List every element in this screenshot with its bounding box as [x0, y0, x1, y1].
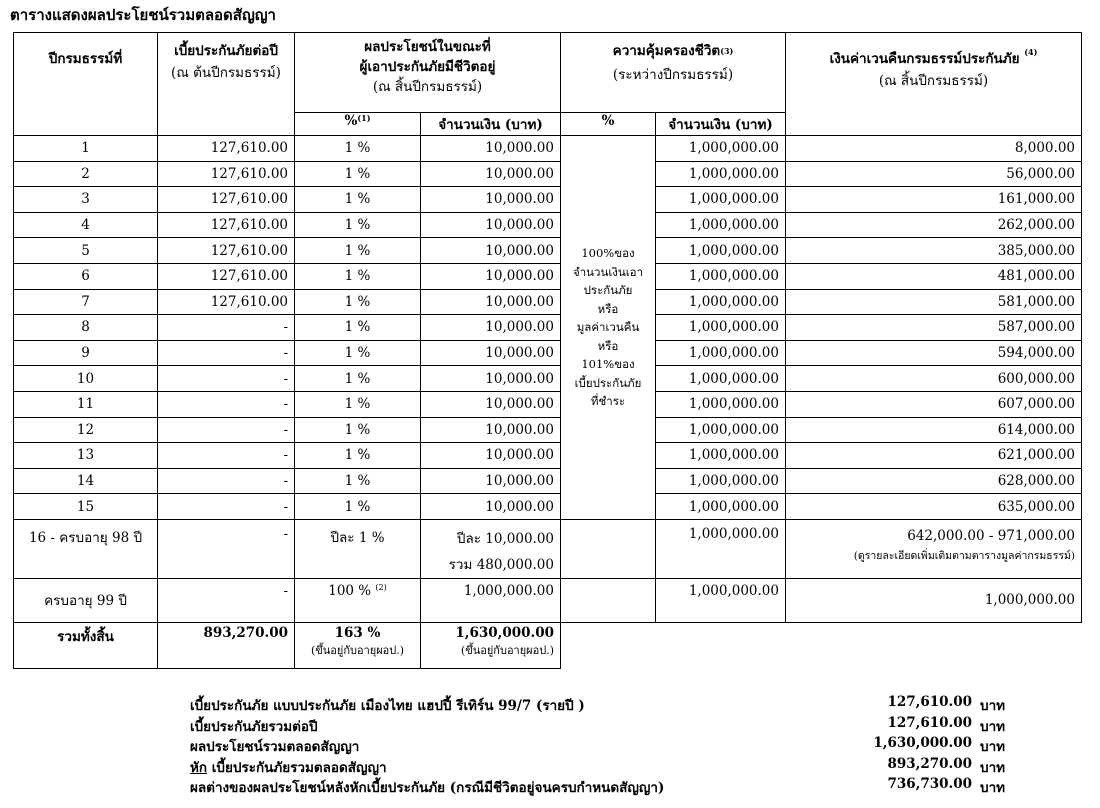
summary-label: เบี้ยประกันภัย แบบประกันภัย เมืองไทย แฮปปี้ รีเทิร์น 99/7 (รายปี )	[190, 698, 585, 714]
cell-year: 12	[14, 417, 158, 443]
cell-pct: 1 %	[295, 468, 421, 494]
cell-surrender: 635,000.00	[786, 494, 1082, 520]
summary-label: ผลประโยชน์รวมตลอดสัญญา	[190, 739, 360, 755]
summary-value: 127,610.00	[887, 714, 972, 731]
cell-surrender: 587,000.00	[786, 315, 1082, 341]
cell-amount: 10,000.00	[421, 161, 561, 187]
table-row	[14, 161, 1082, 187]
cell-coverage: 1,000,000.00	[656, 340, 786, 366]
cell-premium: 127,610.00	[158, 263, 295, 289]
header-year: ปีกรมธรรม์ที่	[14, 33, 158, 136]
cell-coverage: 1,000,000.00	[656, 417, 786, 443]
cell-premium: -	[158, 315, 295, 341]
cell-coverage: 1,000,000.00	[656, 315, 786, 341]
cell-amount: 10,000.00	[421, 468, 561, 494]
table-row	[14, 187, 1082, 213]
cell-surrender: 8,000.00	[786, 136, 1082, 162]
cell-premium: 127,610.00	[158, 238, 295, 264]
cell-coverage: 1,000,000.00	[656, 468, 786, 494]
cell-premium: 127,610.00	[158, 136, 295, 162]
cell-year: 5	[14, 238, 158, 264]
cell-surrender: 262,000.00	[786, 212, 1082, 238]
table-row	[14, 366, 1082, 392]
table-row	[14, 263, 1082, 289]
cell-amount: 10,000.00	[421, 443, 561, 469]
cell-amount: 10,000.00	[421, 315, 561, 341]
header-alive-benefit: ผลประโยชน์ในขณะที่ ผู้เอาประกันภัยมีชีวิตอยู่ (ณ สิ้นปีกรมธรรม์)	[295, 33, 561, 113]
summary-unit: บาท	[980, 698, 1006, 714]
cell-premium: 127,610.00	[158, 161, 295, 187]
cell-surrender: 161,000.00	[786, 187, 1082, 213]
cell-pct: 1 %	[295, 366, 421, 392]
cell-premium: -	[158, 391, 295, 417]
summary-value: 127,610.00	[887, 694, 972, 710]
table-row	[14, 494, 1082, 520]
total-label: รวมทั้งสิ้น	[14, 622, 158, 668]
cell-year: 7	[14, 289, 158, 315]
cell-amount: 10,000.00	[421, 238, 561, 264]
cell-surrender: 56,000.00	[786, 161, 1082, 187]
total-amount: 1,630,000.00 (ขึ้นอยู่กับอายุผอป.)	[421, 622, 561, 668]
cell-amount: 10,000.00	[421, 417, 561, 443]
summary-row	[190, 735, 1005, 756]
summary-unit: บาท	[980, 780, 1006, 796]
cell-coverage: 1,000,000.00	[656, 366, 786, 392]
summary-unit: บาท	[980, 739, 1006, 755]
cell-premium: 127,610.00	[158, 289, 295, 315]
summary-row	[190, 756, 1005, 777]
benefits-table	[13, 32, 1082, 669]
cell-amount: 10,000.00	[421, 212, 561, 238]
cell-premium: 127,610.00	[158, 212, 295, 238]
cell-surrender: 581,000.00	[786, 289, 1082, 315]
summary-block	[190, 694, 1005, 797]
cell-year: ครบอายุ 99 ปี	[14, 578, 158, 622]
table-row	[14, 289, 1082, 315]
cell-coverage: 1,000,000.00	[656, 212, 786, 238]
cell-coverage: 1,000,000.00	[656, 263, 786, 289]
cell-year: 1	[14, 136, 158, 162]
cell-premium: -	[158, 494, 295, 520]
summary-value: 893,270.00	[887, 755, 972, 772]
table-row	[14, 578, 1082, 622]
cell-year: 2	[14, 161, 158, 187]
cell-amount: 10,000.00	[421, 494, 561, 520]
cell-surrender: 1,000,000.00	[786, 578, 1082, 622]
header-amount: จำนวนเงิน (บาท)	[421, 113, 561, 136]
cell-amount: 10,000.00	[421, 340, 561, 366]
cell-coverage: 1,000,000.00	[656, 161, 786, 187]
cell-coverage: 1,000,000.00	[656, 391, 786, 417]
total-row	[14, 622, 1082, 668]
cell-amount: 1,000,000.00	[421, 578, 561, 622]
header-pct2: %	[561, 113, 656, 136]
summary-value: 1,630,000.00	[873, 735, 972, 751]
cell-surrender: 628,000.00	[786, 468, 1082, 494]
cell-surrender: 614,000.00	[786, 417, 1082, 443]
table-row	[14, 238, 1082, 264]
summary-row	[190, 715, 1005, 736]
cell-surrender: 481,000.00	[786, 263, 1082, 289]
cell-premium: -	[158, 468, 295, 494]
cell-surrender: 594,000.00	[786, 340, 1082, 366]
coverage-pct-merged: 100%ของ จำนวนเงินเอา ประกันภัย หรือ มูลค่าเวนคืน หรือ 101%ของ เบี้ยประกันภัย ที่ชำระ	[561, 136, 656, 520]
cell-year: 15	[14, 494, 158, 520]
table-row	[14, 212, 1082, 238]
cell-coverage: 1,000,000.00	[656, 519, 786, 578]
cell-pct: 1 %	[295, 238, 421, 264]
cell-surrender: 607,000.00	[786, 391, 1082, 417]
table-row	[14, 519, 1082, 578]
table-row	[14, 417, 1082, 443]
total-pct: 163 % (ขึ้นอยู่กับอายุผอป.)	[295, 622, 421, 668]
cell-pct: 1 %	[295, 494, 421, 520]
table-row	[14, 136, 1082, 162]
cell-surrender: 642,000.00 - 971,000.00 (ดูรายละเอียดเพิ่มเติมตามตารางมูลค่ากรมธรรม์)	[786, 519, 1082, 578]
cell-year: 10	[14, 366, 158, 392]
cell-pct: 1 %	[295, 161, 421, 187]
cell-premium: -	[158, 578, 295, 622]
cell-amount: 10,000.00	[421, 289, 561, 315]
total-premium: 893,270.00	[158, 622, 295, 668]
header-premium: เบี้ยประกันภัยต่อปี (ณ ต้นปีกรมธรรม์)	[158, 33, 295, 136]
cell-pct: 1 %	[295, 187, 421, 213]
summary-label: ผลต่างของผลประโยชน์หลังหักเบี้ยประกันภัย (กรณีมีชีวิตอยู่จนครบกำหนดสัญญา)	[190, 780, 665, 796]
cell-pct: 1 %	[295, 289, 421, 315]
summary-row	[190, 694, 1005, 715]
summary-value: 736,730.00	[887, 776, 972, 792]
cell-premium: -	[158, 519, 295, 578]
cell-coverage-pct	[561, 578, 656, 622]
cell-coverage: 1,000,000.00	[656, 289, 786, 315]
header-amount2: จำนวนเงิน (บาท)	[656, 113, 786, 136]
cell-year: 11	[14, 391, 158, 417]
cell-surrender: 385,000.00	[786, 238, 1082, 264]
cell-pct: 1 %	[295, 212, 421, 238]
cell-year: 16 - ครบอายุ 98 ปี	[14, 519, 158, 578]
cell-pct: 100 % $^{(2)}$	[295, 578, 421, 622]
table-row	[14, 340, 1082, 366]
cell-coverage: 1,000,000.00	[656, 136, 786, 162]
cell-amount: 10,000.00	[421, 187, 561, 213]
cell-coverage-pct	[561, 519, 656, 578]
cell-surrender: 600,000.00	[786, 366, 1082, 392]
cell-year: 8	[14, 315, 158, 341]
cell-coverage: 1,000,000.00	[656, 238, 786, 264]
cell-amount: 10,000.00	[421, 136, 561, 162]
table-row	[14, 315, 1082, 341]
cell-pct: 1 %	[295, 417, 421, 443]
summary-label: หัก เบี้ยประกันภัยรวมตลอดสัญญา	[190, 759, 387, 776]
header-coverage: ความคุ้มครองชีวิต$^{(3)}$ (ระหว่างปีกรมธรรม์)	[561, 33, 786, 113]
cell-coverage: 1,000,000.00	[656, 578, 786, 622]
cell-surrender: 621,000.00	[786, 443, 1082, 469]
cell-pct: 1 %	[295, 340, 421, 366]
cell-year: 6	[14, 263, 158, 289]
header-pct: %$^{(1)}$	[295, 113, 421, 136]
page-title: ตารางแสดงผลประโยชน์รวมตลอดสัญญา	[10, 6, 276, 24]
cell-amount: 10,000.00	[421, 391, 561, 417]
cell-coverage: 1,000,000.00	[656, 494, 786, 520]
cell-amount: ปีละ 10,000.00 รวม 480,000.00	[421, 519, 561, 578]
cell-premium: -	[158, 366, 295, 392]
cell-year: 14	[14, 468, 158, 494]
cell-pct: ปีละ 1 %	[295, 519, 421, 578]
cell-amount: 10,000.00	[421, 263, 561, 289]
cell-premium: -	[158, 340, 295, 366]
cell-year: 3	[14, 187, 158, 213]
cell-premium: -	[158, 417, 295, 443]
cell-year: 4	[14, 212, 158, 238]
cell-premium: -	[158, 443, 295, 469]
summary-unit: บาท	[980, 759, 1006, 776]
cell-coverage: 1,000,000.00	[656, 187, 786, 213]
cell-premium: 127,610.00	[158, 187, 295, 213]
cell-amount: 10,000.00	[421, 366, 561, 392]
cell-pct: 1 %	[295, 136, 421, 162]
header-surrender: เงินค่าเวนคืนกรมธรรม์ประกันภัย $^{(4)}$ (ณ สิ้นปีกรมธรรม์)	[786, 33, 1082, 136]
summary-unit: บาท	[980, 718, 1006, 735]
summary-label: เบี้ยประกันภัยรวมต่อปี	[190, 718, 318, 735]
cell-pct: 1 %	[295, 315, 421, 341]
table-row	[14, 443, 1082, 469]
table-row	[14, 468, 1082, 494]
cell-coverage: 1,000,000.00	[656, 443, 786, 469]
summary-row	[190, 776, 1005, 797]
cell-year: 13	[14, 443, 158, 469]
cell-pct: 1 %	[295, 263, 421, 289]
table-row	[14, 391, 1082, 417]
cell-pct: 1 %	[295, 443, 421, 469]
cell-pct: 1 %	[295, 391, 421, 417]
cell-year: 9	[14, 340, 158, 366]
